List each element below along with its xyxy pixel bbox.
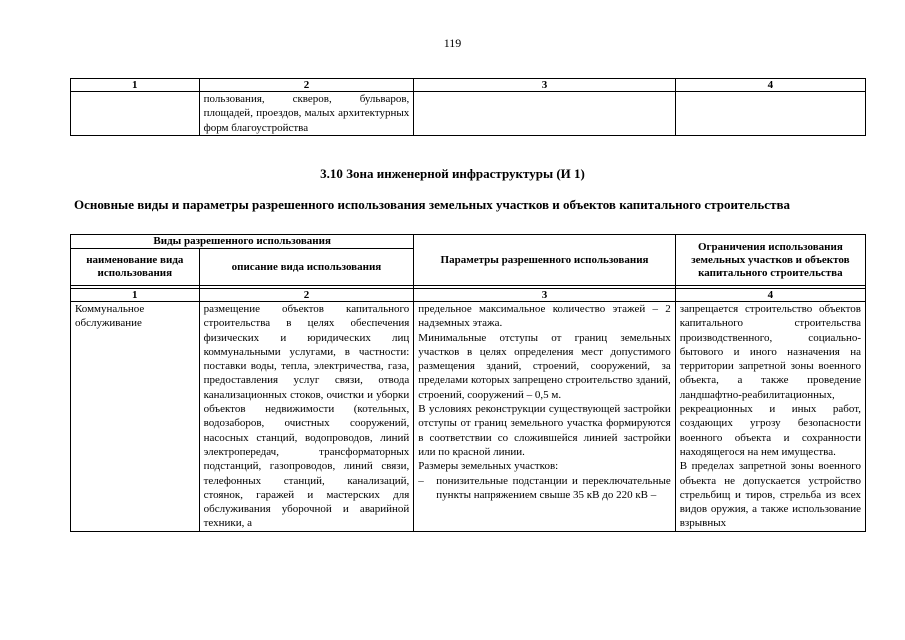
column-header-name: наименование вида использования [71, 249, 200, 286]
section-heading: 3.10 Зона инженерной инфраструктуры (И 1) [320, 166, 585, 181]
restrictions-paragraph: запрещается строительство объектов капитального строительства производственного, социально-бытового и иного назначения на территории запретной зоны военного объекта, а также проведение ландшафтно-реабилитационных, рекреационных и иных работ, создающих угрозу безопасности военного объекта и сохранности находящегося на нем имущества. [679, 303, 861, 458]
use-name-cell: Коммунальное обслуживание [71, 302, 200, 532]
restrictions-cell [675, 302, 865, 532]
params-paragraph: Размеры земельных участков: [418, 460, 559, 473]
column-number-row [71, 289, 866, 302]
continuation-table [70, 78, 866, 136]
params-paragraph: Минимальные отступы от границ земельных участков в целях определения мест допустимого размещения зданий, строений, сооружений, за пределами которых запрещено строительство зданий, строений, сооружений – 0,5 м. [418, 331, 671, 401]
column-number: 2 [199, 289, 414, 302]
column-number: 3 [414, 79, 675, 92]
column-number: 3 [414, 289, 675, 302]
list-dash: – [418, 474, 424, 487]
subheading: Основные виды и параметры разрешенного использования земельных участков и объектов капитального строительства [74, 197, 790, 212]
page-number: 119 [443, 36, 462, 50]
table-cell: пользования, скверов, бульваров, площадей, проездов, малых архитектурных форм благоустройства [199, 92, 414, 136]
column-number: 1 [71, 79, 200, 92]
column-number-row [71, 79, 866, 92]
land-use-table [70, 234, 866, 532]
column-header-description: описание вида использования [199, 249, 414, 286]
table-cell [414, 92, 675, 136]
group-header: Виды разрешенного использования [71, 235, 414, 249]
column-number: 1 [71, 289, 200, 302]
header-row [71, 235, 866, 249]
column-header-restrictions: Ограничения использования земельных участков и объектов капитального строительства [675, 235, 865, 286]
params-paragraph: В условиях реконструкции существующей застройки отступы от границ земельного участка формируются в соответствии со сложившейся линией застройки или по красной линии. [418, 403, 671, 458]
list-item-text: понизительные подстанции и переключательные пункты напряжением свыше 35 кВ до 220 кВ – [436, 474, 671, 501]
table-cell [675, 92, 865, 136]
column-number: 4 [675, 79, 865, 92]
use-description-cell: размещение объектов капитального строительства в целях обеспечения физических и юридических лиц коммунальными услугами, в частности: поставки воды, тепла, электричества, газа, предоставления услуг связи, отвода канализационных стоков, очистки и уборки объектов недвижимости (котельных, водозаборов, очистных сооружений, насосных станций, водопроводов, линий электропередач, трансформаторных подстанций, газопроводов, линий связи, телефонных станций, канализаций, стоянок, гаражей и мастерских для обслуживания уборочной и аварийной техники, а [199, 302, 414, 532]
table-row [71, 92, 866, 136]
column-number: 2 [199, 79, 414, 92]
params-paragraph: предельное максимальное количество этажей – 2 надземных этажа. [418, 303, 671, 330]
table-row [71, 302, 866, 532]
column-number: 4 [675, 289, 865, 302]
table-cell [71, 92, 200, 136]
params-cell [414, 302, 675, 532]
column-header-params: Параметры разрешенного использования [414, 235, 675, 286]
restrictions-paragraph: В пределах запретной зоны военного объекта не допускается устройство стрельбищ и тиров, стрельба из всех видов оружия, а также использование взрывных [679, 460, 861, 530]
list-item [418, 474, 670, 503]
